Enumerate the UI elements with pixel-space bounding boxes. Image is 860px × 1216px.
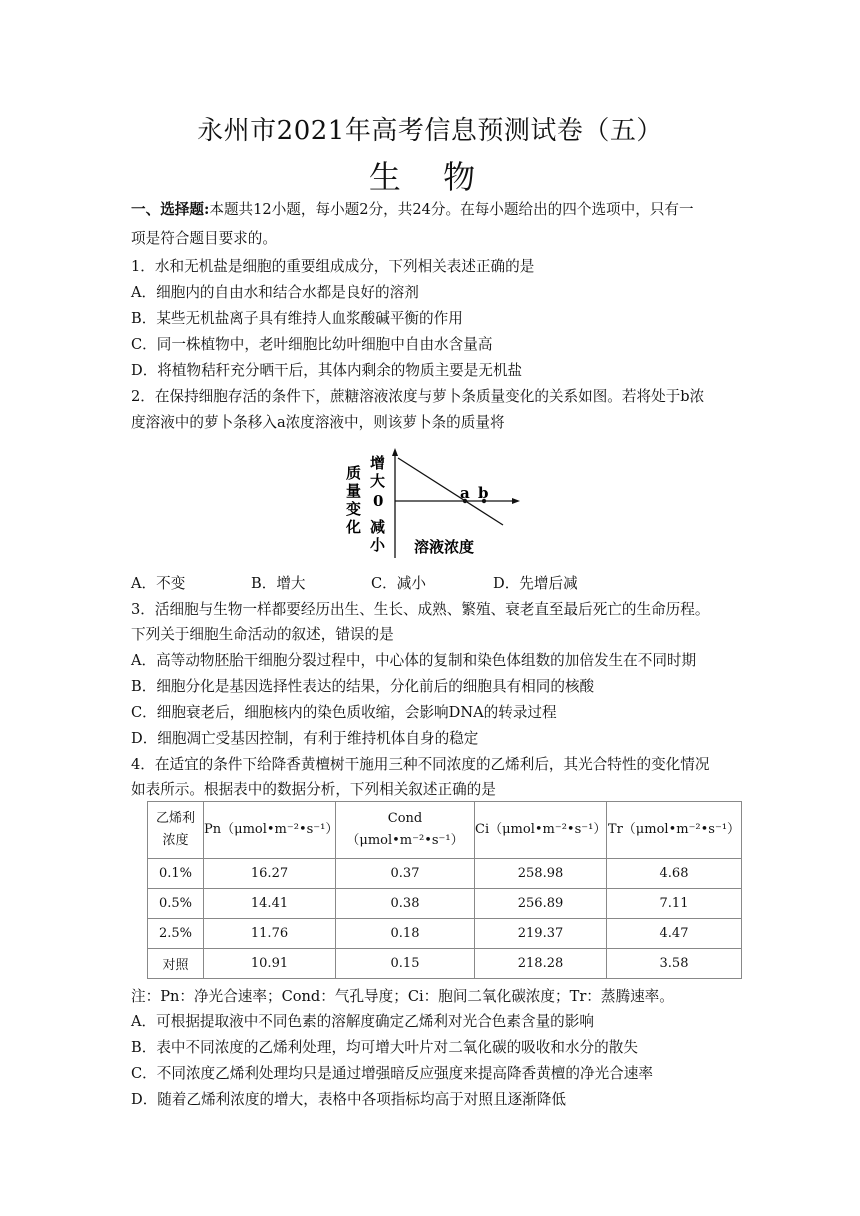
table-cell: 0.1% [148, 859, 204, 889]
table-row [148, 859, 742, 889]
q1-stem: 1．水和无机盐是细胞的重要组成成分，下列相关表述正确的是 [131, 258, 535, 275]
header-concentration: 乙烯利 浓度 [148, 802, 204, 859]
q4-stem-1: 4．在适宜的条件下给降香黄檀树干施用三种不同浓度的乙烯利后，其光合特性的变化情况 [131, 756, 710, 773]
q2-option-c: C．减小 [371, 575, 426, 592]
y-axis-label-2: 量 [346, 482, 362, 500]
y-axis-top-1: 增 [370, 454, 386, 472]
q4-option-d: D．随着乙烯利浓度的增大，表格中各项指标均高于对照且逐渐降低 [131, 1091, 566, 1108]
q3-option-d: D．细胞凋亡受基因控制，有利于维持机体自身的稳定 [131, 730, 479, 747]
table-cell: 3.58 [607, 949, 742, 979]
q1-option-b: B．某些无机盐离子具有维持人血浆酸碱平衡的作用 [131, 310, 463, 327]
q1-option-a: A．细胞内的自由水和结合水都是良好的溶剂 [131, 284, 419, 301]
table-row [148, 949, 742, 979]
point-a-label: a [460, 484, 470, 502]
table-cell: 对照 [148, 949, 204, 979]
table-cell: 0.15 [336, 949, 475, 979]
q2-stem-1: 2．在保持细胞存活的条件下，蔗糖溶液浓度与萝卜条质量变化的关系如图。若将处于b浓 [131, 388, 705, 405]
y-axis-bottom-1: 减 [370, 518, 386, 536]
q2-option-b: B．增大 [251, 575, 306, 592]
table-cell: 4.47 [607, 919, 742, 949]
y-axis-label-1: 质 [346, 464, 362, 482]
section-intro [131, 200, 741, 220]
header-tr: Tr（μmol•m⁻²•s⁻¹） [607, 802, 742, 859]
x-axis-arrow [512, 498, 520, 504]
table-cell: 219.37 [475, 919, 607, 949]
section-intro-text: 本题共12小题，每小题2分，共24分。在每小题给出的四个选项中，只有一 [209, 201, 694, 218]
q2-stem-2: 度溶液中的萝卜条移入a浓度溶液中，则该萝卜条的质量将 [131, 414, 505, 431]
y-axis-arrow [392, 448, 398, 456]
table-cell: 10.91 [204, 949, 336, 979]
table-cell: 0.38 [336, 889, 475, 919]
q3-stem-2: 下列关于细胞生命活动的叙述，错误的是 [131, 626, 394, 643]
q2-options [131, 574, 741, 594]
table-cell: 0.37 [336, 859, 475, 889]
y-axis-label-4: 化 [346, 518, 362, 536]
header-cond: Cond（μmol•m⁻²•s⁻¹） [336, 802, 475, 859]
mass-change-figure [340, 448, 530, 563]
exam-subject: 生 物 [368, 158, 492, 196]
y-axis-bottom-2: 小 [370, 536, 386, 554]
x-axis-label: 溶液浓度 [414, 538, 475, 556]
table-header-row [148, 802, 742, 859]
table-row [148, 889, 742, 919]
y-axis-top-2: 大 [370, 472, 386, 490]
q2-option-d: D．先增后减 [493, 575, 578, 592]
point-b-label: b [478, 484, 489, 502]
table-cell: 14.41 [204, 889, 336, 919]
exam-title: 永州市2021年高考信息预测试卷（五） [197, 116, 663, 146]
table-cell: 16.27 [204, 859, 336, 889]
q3-option-c: C．细胞衰老后，细胞核内的染色质收缩，会影响DNA的转录过程 [131, 704, 557, 721]
y-axis-zero: 0 [373, 492, 384, 510]
header-ci: Ci（μmol•m⁻²•s⁻¹） [475, 802, 607, 859]
table-cell: 11.76 [204, 919, 336, 949]
table-cell: 4.68 [607, 859, 742, 889]
header-pn: Pn（μmol•m⁻²•s⁻¹） [204, 802, 336, 859]
q4-option-b: B．表中不同浓度的乙烯利处理，均可增大叶片对二氧化碳的吸收和水分的散失 [131, 1039, 638, 1056]
table-row [148, 919, 742, 949]
section-intro-cont: 项是符合题目要求的。 [131, 230, 277, 247]
table-cell: 7.11 [607, 889, 742, 919]
ethephon-data-table [147, 801, 742, 979]
section-heading: 一、选择题: [131, 201, 210, 218]
q3-option-a: A．高等动物胚胎干细胞分裂过程中，中心体的复制和染色体组数的加倍发生在不同时期 [131, 652, 697, 669]
table-cell: 0.5% [148, 889, 204, 919]
table-cell: 218.28 [475, 949, 607, 979]
table-cell: 0.18 [336, 919, 475, 949]
table-cell: 256.89 [475, 889, 607, 919]
q4-stem-2: 如表所示。根据表中的数据分析，下列相关叙述正确的是 [131, 781, 496, 798]
q2-option-a: A．不变 [131, 575, 186, 592]
q3-stem-1: 3．活细胞与生物一样都要经历出生、生长、成熟、繁殖、衰老直至最后死亡的生命历程。 [131, 601, 710, 618]
q1-option-d: D．将植物秸秆充分晒干后，其体内剩余的物质主要是无机盐 [131, 362, 523, 379]
table-cell: 2.5% [148, 919, 204, 949]
y-axis-label-3: 变 [346, 500, 362, 518]
q4-option-a: A．可根据提取液中不同色素的溶解度确定乙烯利对光合色素含量的影响 [131, 1013, 594, 1030]
q4-table-note: 注：Pn：净光合速率；Cond：气孔导度；Ci：胞间二氧化碳浓度；Tr：蒸腾速率。 [131, 988, 674, 1005]
q4-option-c: C．不同浓度乙烯利处理均只是通过增强暗反应强度来提高降香黄檀的净光合速率 [131, 1065, 653, 1082]
table-cell: 258.98 [475, 859, 607, 889]
q1-option-c: C．同一株植物中，老叶细胞比幼叶细胞中自由水含量高 [131, 336, 493, 353]
q3-option-b: B．细胞分化是基因选择性表达的结果，分化前后的细胞具有相同的核酸 [131, 678, 595, 695]
